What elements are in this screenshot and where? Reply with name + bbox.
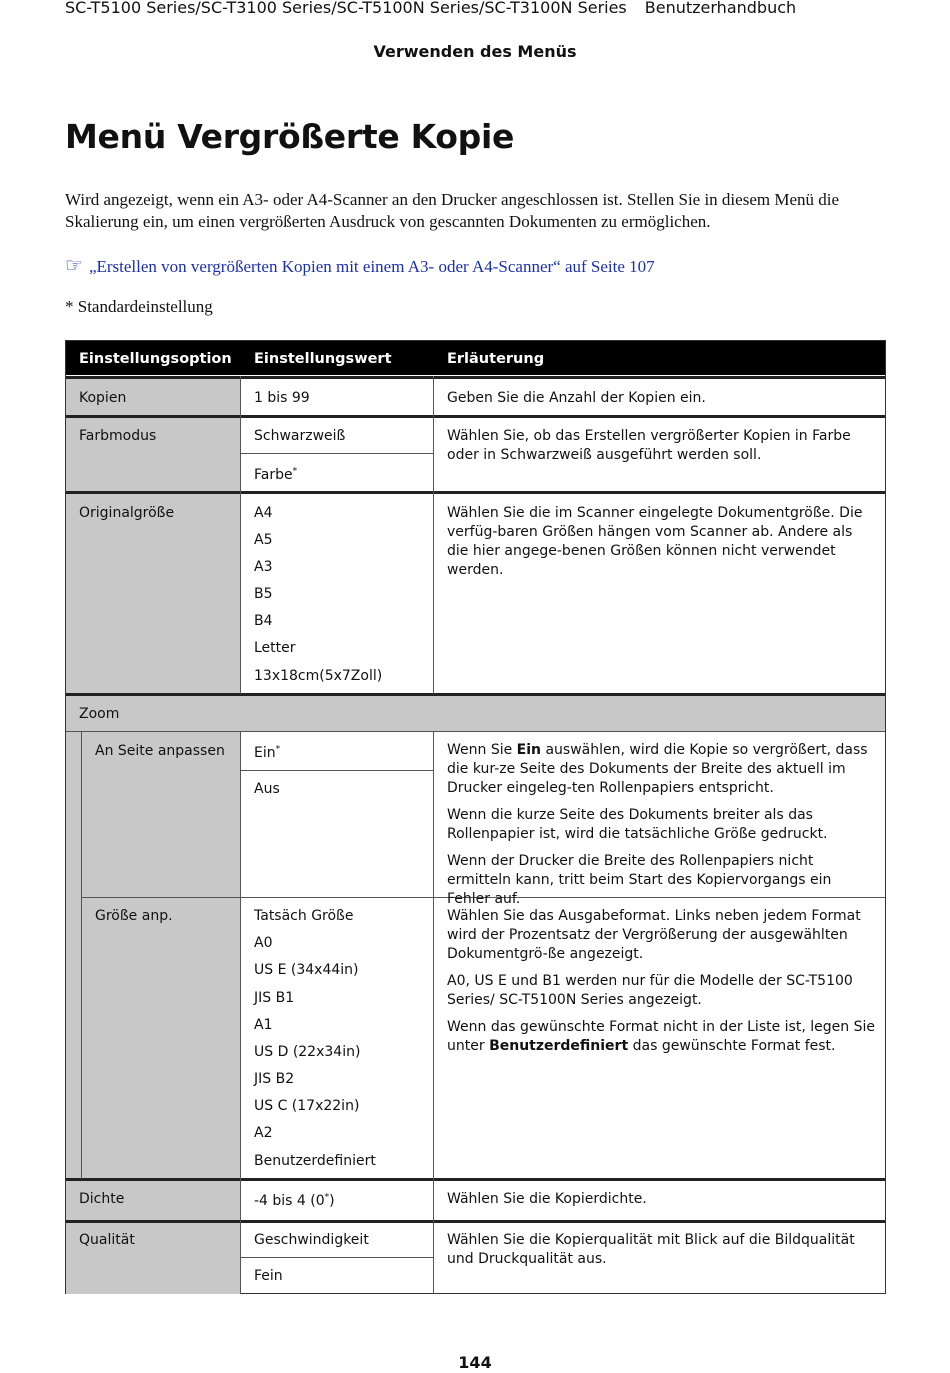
- groesse-value: US C (17x22in): [254, 1098, 360, 1114]
- original-value: 13x18cm(5x7Zoll): [254, 668, 383, 684]
- original-value: B5: [254, 586, 273, 602]
- row-dichte-desc: Wählen Sie die Kopierdichte.: [447, 1191, 647, 1207]
- xref-text[interactable]: „Erstellen von vergrößerten Kopien mit einem A3- oder A4-Scanner“ auf Seite 107: [88, 257, 655, 276]
- row-groesse-desc: Wählen Sie das Ausgabeformat. Links neben jedem Format wird der Prozentsatz der Vergrößerung der ausgewählten Dokumentgrö-ße angezeigt. A0, US E und B1 werden nur für die Modelle der SC-T5100 Series/ SC-T5100N Series angezeigt. Wenn das gewünschte Format nicht in der Liste ist, legen Sie unter Benutzerdefiniert das gewünschte Format fest.: [447, 908, 875, 1054]
- page-number: 144: [458, 1353, 492, 1372]
- zoom-row-shade: [66, 696, 885, 731]
- row-seite-option: An Seite anpassen: [95, 743, 225, 759]
- groesse-value: US D (22x34in): [254, 1044, 361, 1060]
- pointing-hand-icon: ☞: [65, 255, 83, 277]
- row-qualitaet-option: Qualität: [79, 1232, 135, 1248]
- row-original-desc: Wählen Sie die im Scanner eingelegte Dokumentgröße. Die verfüg-baren Größen hängen vom Scanner ab. Andere als die hier angege-benen Größen können nicht verwendet werden.: [447, 505, 863, 578]
- intro-paragraph: Wird angezeigt, wenn ein A3- oder A4-Scanner an den Drucker angeschlossen ist. Stellen Sie in diesem Menü die Skalierung ein, um einen vergrößerten Ausdruck von gescannten Dokumenten zu ermöglichen.: [65, 190, 840, 231]
- row-kopien-value: 1 bis 99: [254, 390, 310, 406]
- row-farbmodus-option: Farbmodus: [79, 428, 157, 444]
- row-kopien-desc: Geben Sie die Anzahl der Kopien ein.: [447, 390, 706, 406]
- seite-value: Aus: [254, 781, 280, 797]
- header-value: Einstellungswert: [254, 351, 392, 367]
- header-option: Einstellungsoption: [79, 351, 232, 367]
- header-section: Verwenden des Menüs: [373, 42, 577, 61]
- groesse-value: A1: [254, 1017, 273, 1033]
- groesse-value: JIS B2: [254, 1071, 295, 1087]
- table-header: [66, 341, 885, 375]
- row-qualitaet-desc: Wählen Sie die Kopierqualität mit Blick auf die Bildqualität und Druckqualität aus.: [447, 1232, 855, 1267]
- row-original-option: Originalgröße: [79, 505, 175, 521]
- qualitaet-value: Fein: [254, 1268, 283, 1284]
- dichte-value: -4 bis 4 (0*): [254, 1192, 335, 1209]
- settings-table: [65, 340, 886, 1294]
- row-kopien-option: Kopien: [79, 390, 127, 406]
- groesse-value: A2: [254, 1125, 273, 1141]
- groesse-value: Benutzerdefiniert: [254, 1153, 376, 1169]
- row-seite-desc: Wenn Sie Ein auswählen, wird die Kopie so vergrößert, dass die kur-ze Seite des Dokuments der Breite des aktuell im Drucker eingeleg-ten Rollenpapiers entspricht. Wenn die kurze Seite des Dokuments breiter als das Rollenpapier ist, wird die tatsächliche Größe gedruckt. Wenn der Drucker die Breite des Rollenpapiers nicht ermitteln kann, tritt beim Start des Kopiervorgangs ein Fehler auf.: [447, 742, 868, 907]
- qualitaet-value: Geschwindigkeit: [254, 1232, 369, 1248]
- header-description: Erläuterung: [447, 351, 545, 367]
- row-groesse-option: Größe anp.: [95, 908, 173, 924]
- cross-reference-link[interactable]: [65, 253, 655, 278]
- original-value: A4: [254, 505, 273, 521]
- original-value: B4: [254, 613, 273, 629]
- header-manual: Benutzerhandbuch: [644, 0, 797, 17]
- original-value: A3: [254, 559, 273, 575]
- groesse-value: Tatsäch Größe: [254, 908, 354, 924]
- farbmodus-value: Farbe*: [254, 466, 298, 483]
- row-farbmodus-desc: Wählen Sie, ob das Erstellen vergrößerter Kopien in Farbe oder in Schwarzweiß ausgeführt werden soll.: [447, 428, 851, 463]
- header-series: SC-T5100 Series/SC-T3100 Series/SC-T5100N Series/SC-T3100N Series: [65, 0, 627, 17]
- groesse-value: A0: [254, 935, 273, 951]
- groesse-value: US E (34x44in): [254, 962, 359, 978]
- original-value: Letter: [254, 640, 296, 656]
- running-header: [65, 0, 796, 17]
- original-value: A5: [254, 532, 273, 548]
- page-title: Menü Vergrößerte Kopie: [65, 117, 515, 156]
- farbmodus-value: Schwarzweiß: [254, 428, 346, 444]
- row-zoom-option: Zoom: [79, 706, 120, 722]
- row-dichte-option: Dichte: [79, 1191, 125, 1207]
- groesse-value: JIS B1: [254, 990, 295, 1006]
- seite-value: Ein*: [254, 744, 281, 761]
- default-note: * Standardeinstellung: [65, 297, 213, 316]
